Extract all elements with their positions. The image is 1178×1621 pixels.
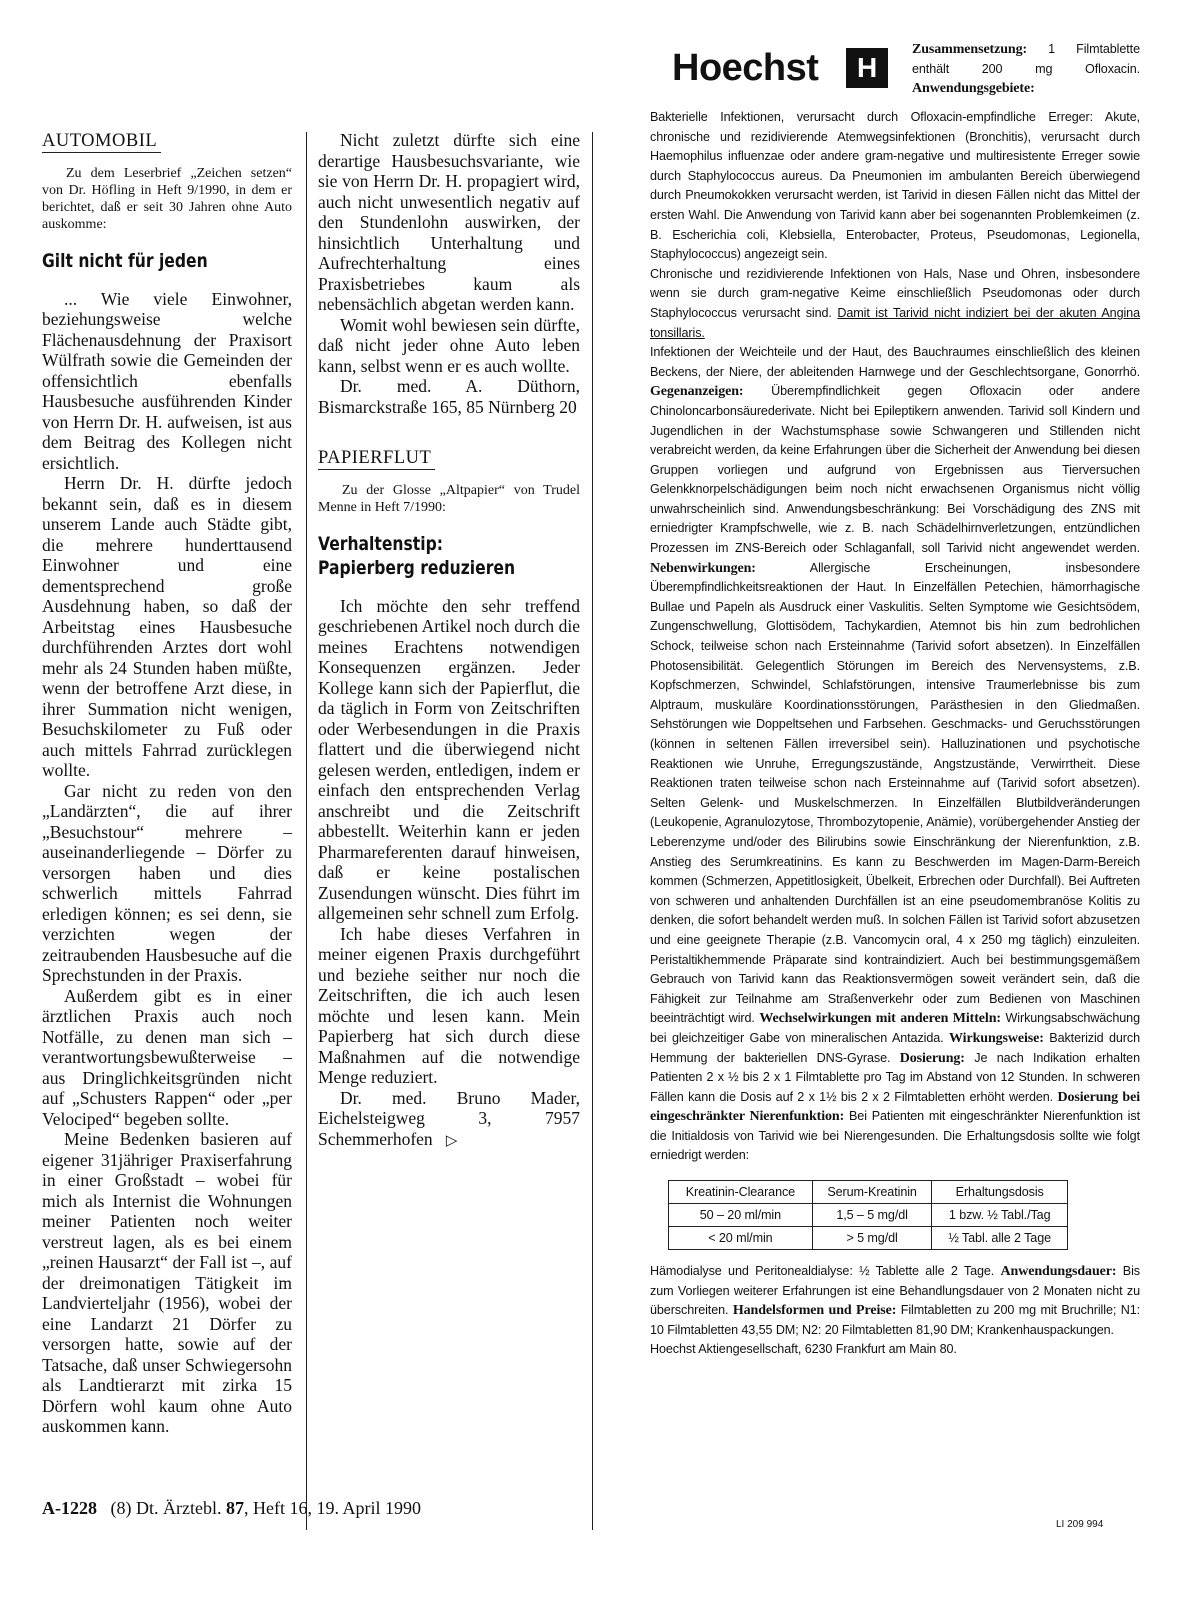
paragraph: Womit wohl bewiesen sein dürfte, daß nicht jeder ohne Auto leben kann, selbst wenn er es auch wollte. (318, 314, 580, 376)
paragraph: ... Wie viele Einwohner, beziehungsweise welche Flächenausdehnung der Praxisort Wülfrath sowie die Gemeinden der offensichtlich ebenfalls Hausbesuche ausführenden Kinder von Herrn Dr. H. aufweisen, ist aus dem Beitrag des Kollegen nicht ersichtlich. (42, 288, 292, 473)
signature: Dr. med. Bruno Mader, Eichelsteigweg 3, 7957 Schemmerhofen ▷ (318, 1087, 580, 1149)
ad-paragraph: Hämodialyse und Peritonealdialyse: ½ Tablette alle 2 Tage. Anwendungsdauer: Bis zum Vorliegen weiterer Erfahrungen ist eine Behandlungsdauer von 2 Monaten nicht zu überschreiten. Handelsformen und Preise: Filmtabletten zu 200 mg mit Bruchrille; N1: 10 Filmtabletten 43,55 DM; N2: 20 Filmtabletten 81,90 DM; Krankenhauspackungen. (650, 1264, 1140, 1337)
article-intro: Zu der Glosse „Altpapier“ von Trudel Menne in Heft 7/1990: (318, 482, 580, 515)
paragraph: Außerdem gibt es in einer ärztlichen Praxis auch noch Notfälle, zu denen man sich – verantwortungsbewußterweise – aus Dringlichkeitsgründen nicht auf „Schusters Rappen“ oder „per Velociped“ begeben sollte. (42, 985, 292, 1129)
ad-paragraph: Bakterielle Infektionen, verursacht durch Ofloxacin-empfindliche Erreger: Akute, chronische und rezidivierende Atemwegsinfektionen (Bronchitis), verursacht durch Haemophilus influenzae oder andere gram-negative und multiresistente Erreger sowie durch Staphylococcus aureus. Da Pneumonien im ambulanten Bereich überwiegend durch Pneumokokken verursacht werden, ist Tarivid in diesen Fällen nicht das Mittel der ersten Wahl. Die Anwendung von Tarivid kann aber bei sogenannten Problemkeimen (z. B. Escherichia coli, Klebsiella, Enterobacter, Proteus, Pseudomonas, Legionella, Staphylococcus) angezeigt sein. (650, 110, 1140, 262)
table-header-row (669, 1181, 1068, 1204)
page-number: A-1228 (42, 1498, 97, 1518)
table-header: Serum-Kreatinin (812, 1181, 932, 1204)
ad-code: LI 209 994 (1056, 1519, 1104, 1530)
paragraph: Nicht zuletzt dürfte sich eine derartige Hausbesuchsvariante, wie sie von Herrn Dr. H. propagiert wird, auch nicht unwesentlich negativ auf den Stundenlohn auswirken, der hinsichtlich Unterhaltung und Aufrechterhaltung eines Praxisbetriebes kaum als nebensächlich abgetan werden kann. (318, 130, 580, 314)
page-footer: A-1228 (8) Dt. Ärztebl. 87, Heft 16, 19. April 1990 (42, 1498, 421, 1518)
signature: Dr. med. A. Düthorn, Bismarckstraße 165, 85 Nürnberg 20 (318, 376, 580, 417)
dosage-table (668, 1180, 1068, 1250)
table-cell: ½ Tabl. alle 2 Tage (932, 1227, 1068, 1250)
table-cell: > 5 mg/dl (812, 1227, 932, 1250)
hoechst-logo-icon: H (846, 48, 888, 88)
article-headline: Verhaltenstip: (318, 532, 443, 555)
table-cell: < 20 ml/min (669, 1227, 813, 1250)
paragraph: Herrn Dr. H. dürfte jedoch bekannt sein, daß es in diesem unserem Lande auch Städte gibt, die mehrere hunderttausend Einwohner und eine dementsprechend große Ausdehnung haben, so daß der Arbeitstag eines Hausbesuche durchführenden Arztes dort wohl mehr als 24 Stunden haben müßte, wenn der betroffene Arzt diese, in ihrer Summation nicht wenigen, Besuchskilometer zu Fuß oder auch mittels Fahrrad zurücklegen wollte. (42, 473, 292, 780)
table-header: Erhaltungsdosis (932, 1181, 1068, 1204)
article-headline: Papierberg reduzieren (318, 556, 516, 579)
ad-paragraph: Infektionen der Weichteile und der Haut, des Bauchraumes einschließlich des kleinen Beckens, der Niere, der ableitenden Harnwege und der Geschlechtsorgane, Gonorrhö. Gegenanzeigen: Überempfindlichkeit gegen Ofloxacin oder andere Chinoloncarbonsäurederivate. Nicht bei Epileptikern anwenden. Tarivid soll Kindern und Jugendlichen in der Wachstumsphase sowie Schwangeren und Stillenden nicht verabreicht werden, da keine Erfahrungen über die Sicherheit der Anwendung bei diesen Gruppen vorliegen und aufgrund von Ergebnissen aus Tierversuchen Gelenkknorpelschädigungen beim noch nicht erwachsenen Organismus nicht völlig unwahrscheinlich sind. Anwendungsbeschränkung: Bei Vorschädigung des ZNS mit erniedrigter Krampfschwelle, wie z. B. nach Schädelhirnverletzungen, entzündlichen Prozessen im ZNS-Bereich oder Schlaganfall, soll Tarivid nicht angewendet werden. Nebenwirkungen: Allergische Erscheinungen, insbesondere Überempfindlichkeitsreaktionen der Haut. In Einzelfällen Petechien, hämorrhagische Bullae und Papeln als Ausdruck einer Vaskulitis. Selten Symptome wie Gesichtsödem, Zungenschwellung, Glottisödem, Tachykardien, Atemnot bis hin zum bedrohlichen Schock, teilweise schon nach Ersteinnahme (Tarivid sofort absetzen). In Einzelfällen Photosensibilität. Gelegentlich Störungen im Bereich des Nervensystems, z.B. Kopfschmerzen, Schwindel, Schlafstörungen, intensive Traumerlebnisse bis zum Alptraum, muskuläre Koordinationsstörungen, Parästhesien in den Gliedmaßen. Sehstörungen wie Doppeltsehen und Farbsehen. Geschmacks- und Geruchsstörungen (können in seltenen Fällen irreversibel sein). Halluzinationen und psychotische Reaktionen wie Unruhe, Erregungszustände, Angstzustände, Verwirrtheit. Diese Reaktionen traten teilweise schon nach Ersteinnahme auf (Tarivid sofort absetzen). Selten Gelenk- und Muskelschmerzen. In Einzelfällen Blutbildveränderungen (Leukopenie, Agranulozytose, Thrombozytopenie, Anämie), vorübergehender Anstieg der Leberenzyme und/oder des Bilirubins sowie Einschränkung der Nierenfunktion, z.B. Anstieg des Serumkreatinins. Es kann zu Beschwerden im Magen-Darm-Bereich kommen (Schmerzen, Appetitlosigkeit, Übelkeit, Erbrechen oder Durchfall). Bei Auftreten von schweren und anhaltenden Durchfällen ist an eine pseudomembranöse Kolitis zu denken, die sofort behandelt werden muß. In solchen Fällen ist Tarivid sofort abzusetzen und eine geeignete Therapie (z.B. Vancomycin oral, 4 x 250 mg täglich) einzuleiten. Peristaltikhemmende Präparate sind kontraindiziert. Auch bei bestimmungsgemäßem Gebrauch von Tarivid kann das Reaktionsvermögen soweit verändert sein, daß die Fähigkeit zur Teilnahme am Straßenverkehr oder zum Bedienen von Maschinen beeinträchtigt wird. Wechselwirkungen mit anderen Mitteln: Wirkungsabschwächung bei gleichzeitiger Gabe von mineralischen Antazida. Wirkungsweise: Bakterizid durch Hemmung der bakteriellen DNS-Gyrase. Dosierung: Je nach Indikation erhalten Patienten 2 x ½ bis 2 x 1 Filmtablette pro Tag im Abstand von 12 Stunden. In schweren Fällen kann die Dosis auf 2 x 1½ bis 2 x 2 Filmtabletten erhöht werden. Dosierung bei eingeschränkter Nierenfunktion: Bei Patienten mit eingeschränkter Nierenfunktion ist die Initialdosis von Tarivid wie bei Nierengesunden. Die Erhaltungsdosis sollte wie folgt erniedrigt werden: (650, 345, 1141, 1163)
table-cell: 50 – 20 ml/min (669, 1204, 813, 1227)
article-headline: Gilt nicht für jeden (42, 249, 208, 272)
hoechst-advertisement (650, 40, 1140, 1360)
table-header: Kreatinin-Clearance (669, 1181, 813, 1204)
section-title: PAPIERFLUT (318, 448, 435, 470)
ad-paragraph: Chronische und rezidivierende Infektionen von Hals, Nase und Ohren, insbesondere wenn sie durch gram-negative Keime einschließlich Pseudomonas oder durch Staphylococcus verursacht sind. Damit ist Tarivid nicht indiziert bei der akuten Angina tonsillaris. (650, 266, 1140, 340)
table-cell: 1 bzw. ½ Tabl./Tag (932, 1204, 1068, 1227)
section-title: AUTOMOBIL (42, 131, 161, 153)
paragraph: Ich möchte den sehr treffend geschriebenen Artikel noch durch die meines Erachtens notwendigen Konsequenzen ergänzen. Jeder Kollege kann sich der Papierflut, die da täglich in Form von Zeitschriften oder Werbesendungen in die Praxis flattert und die überwiegend nicht gelesen werden, entledigen, indem er einfach den entsprechenden Verlag anschreibt und die Zeitschrift abbestellt. Weiterhin kann er jeden Pharmareferenten darauf hinweisen, daß er keine postalischen Zusendungen wünscht. Dies führt im allgemeinen sehr schnell zum Erfolg. (318, 595, 580, 923)
article-column-2 (318, 130, 580, 1151)
column-divider (592, 132, 593, 1530)
table-row (669, 1204, 1068, 1227)
continue-arrow-icon: ▷ (445, 1132, 458, 1149)
brand-name: Hoechst (672, 47, 819, 89)
table-row (669, 1227, 1068, 1250)
article-automobil (42, 130, 292, 1437)
paragraph: Meine Bedenken basieren auf eigener 31jähriger Praxiserfahrung in einer Großstadt – wobei für mich als Internist die Wohnungen meiner Patienten noch weiter verstreut lagen, als es bei einem „reinen Hausarzt“ der Fall ist –, auf der dreimonatigen Tätigkeit im Landvierteljahr (1956), wobei der eine Landarzt 21 Dörfer zu versorgen hatte, sowie auf der Tatsache, daß unser Schwiegersohn als Landtierarzt mit zirka 15 Dörfern wohl kaum ohne Auto auskommen kann. (42, 1129, 292, 1436)
column-divider (306, 132, 307, 1530)
article-intro: Zu dem Leserbrief „Zeichen setzen“ von Dr. Höfling in Heft 9/1990, in dem er berichtet, daß er seit 30 Jahren ohne Auto auskomme: (42, 165, 292, 232)
ad-header-text: Zusammensetzung: 1 Filmtablette enthält 200 mg Ofloxacin. Anwendungsgebiete: (912, 42, 1140, 97)
paragraph: Ich habe dieses Verfahren in meiner eigenen Praxis durchgeführt und beziehe seither nur noch die Zeitschriften, die ich auch lesen möchte und lesen kann. Mein Papierberg hat sich durch diese Maßnahmen auf die notwendige Menge reduziert. (318, 923, 580, 1087)
company-line: Hoechst Aktiengesellschaft, 6230 Frankfurt am Main 80. (650, 1342, 957, 1357)
paragraph: Gar nicht zu reden von den „Landärzten“, die auf ihrer „Besuchstour“ mehrere – auseinanderliegende – Dörfer zu versorgen haben und dies schwerlich mittels Fahrrad erledigen können; es sei denn, sie verzichten wegen der zeitraubenden Hausbesuche auf die Sprechstunden in der Praxis. (42, 780, 292, 985)
table-cell: 1,5 – 5 mg/dl (812, 1204, 932, 1227)
